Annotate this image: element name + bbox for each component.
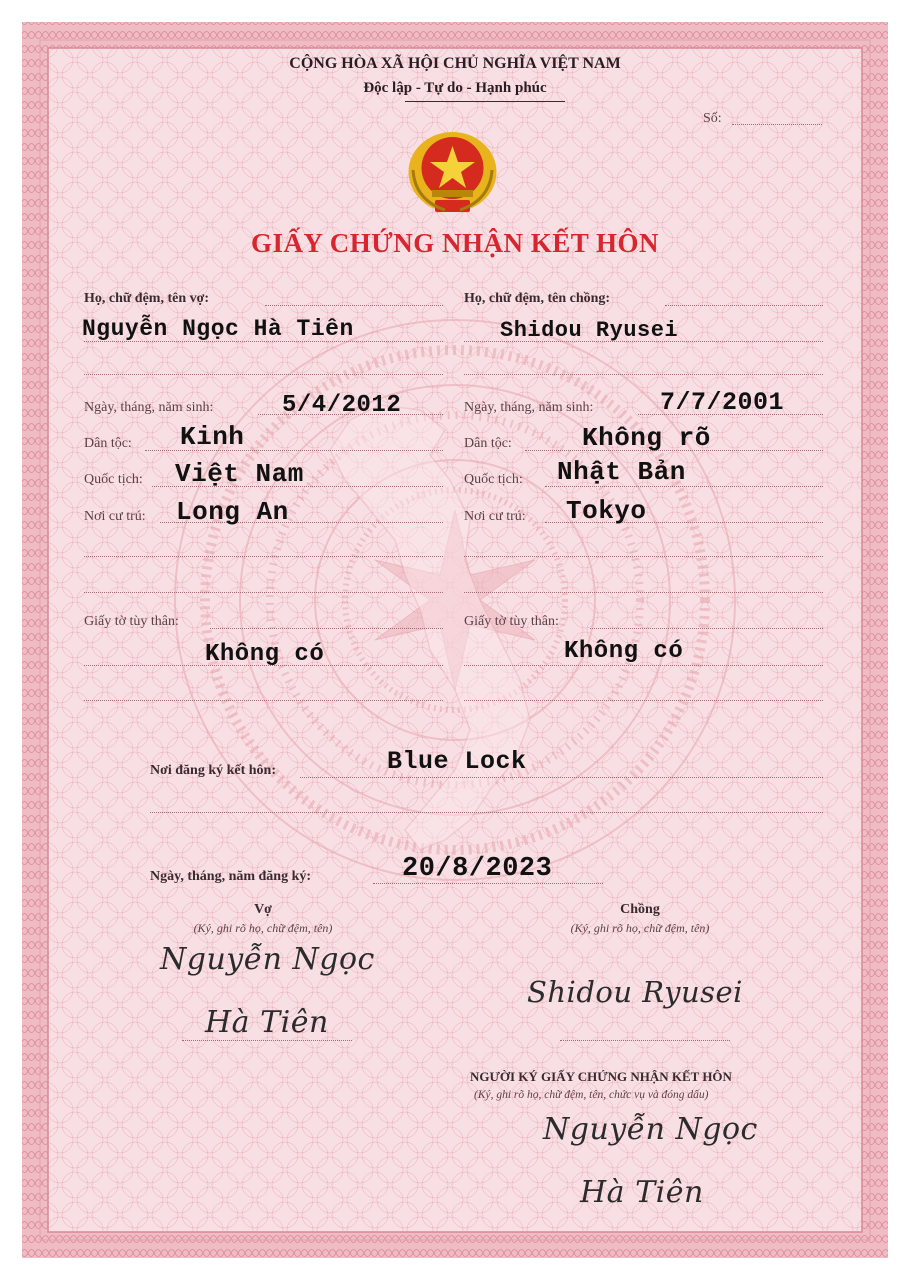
motto: Độc lập - Tự do - Hạnh phúc: [363, 80, 547, 96]
motto-underline: [405, 101, 565, 102]
husband-nationality-label: Quốc tịch:: [464, 472, 523, 487]
certificate-title: GIẤY CHỨNG NHẬN KẾT HÔN: [250, 228, 660, 258]
dots: [464, 556, 823, 557]
wife-nationality: Việt Nam: [175, 459, 304, 489]
dots: [464, 665, 823, 666]
registration-place-label: Nơi đăng ký kết hôn:: [150, 763, 277, 778]
wife-residence: Long An: [176, 497, 289, 527]
husband-nationality: Nhật Bản: [557, 457, 686, 487]
wife-name-label: Họ, chữ đệm, tên vợ:: [84, 291, 210, 306]
national-emblem-icon: [405, 130, 500, 218]
dots: [464, 700, 823, 701]
registration-place: Blue Lock: [387, 747, 527, 776]
dots: [84, 665, 443, 666]
wife-residence-label: Nơi cư trú:: [84, 509, 146, 524]
registration-date: 20/8/2023: [402, 854, 553, 884]
official-caption: (Ký, ghi rõ họ, chữ đệm, tên, chức vụ và đóng dấu): [474, 1089, 709, 1101]
husband-name-label: Họ, chữ đệm, tên chồng:: [464, 291, 611, 306]
husband-signature-title: Chồng: [620, 902, 660, 917]
dots: [665, 305, 823, 306]
dots: [464, 341, 823, 342]
dots: [560, 1040, 730, 1041]
wife-dob: 5/4/2012: [282, 392, 402, 419]
husband-id-label: Giấy tờ tùy thân:: [464, 614, 559, 629]
wife-nationality-label: Quốc tịch:: [84, 472, 143, 487]
dots: [265, 305, 443, 306]
so-dots: [732, 124, 822, 125]
dots: [84, 592, 443, 593]
dots: [84, 341, 443, 342]
husband-dob-label: Ngày, tháng, năm sinh:: [464, 400, 594, 415]
husband-signature-caption: (Ký, ghi rõ họ, chữ đệm, tên): [570, 921, 710, 935]
wife-name: Nguyễn Ngọc Hà Tiên: [82, 316, 354, 342]
husband-name: Shidou Ryusei: [500, 318, 679, 343]
husband-residence-label: Nơi cư trú:: [464, 509, 526, 524]
official-title: NGƯỜI KÝ GIẤY CHỨNG NHẬN KẾT HÔN: [470, 1069, 732, 1084]
country-heading: CỘNG HÒA XÃ HỘI CHỦ NGHĨA VIỆT NAM: [289, 55, 621, 72]
husband-signature: Shidou Ryusei: [527, 975, 743, 1009]
wife-ethnic-label: Dân tộc:: [84, 436, 132, 451]
wife-ethnic: Kinh: [180, 422, 245, 452]
dots: [182, 1040, 352, 1041]
registration-date-label: Ngày, tháng, năm đăng ký:: [150, 869, 312, 884]
wife-signature-line2: Hà Tiên: [205, 1005, 329, 1040]
husband-dob: 7/7/2001: [660, 388, 785, 417]
husband-ethnic-label: Dân tộc:: [464, 436, 512, 451]
dots: [210, 628, 443, 629]
dots: [84, 556, 443, 557]
dots: [590, 628, 823, 629]
dots: [464, 592, 823, 593]
wife-id: Không có: [205, 641, 325, 668]
wife-signature-line1: Nguyễn Ngọc: [160, 942, 375, 977]
wife-id-label: Giấy tờ tùy thân:: [84, 614, 179, 629]
husband-residence: Tokyo: [566, 496, 647, 526]
wife-signature-title: Vợ: [254, 902, 272, 917]
wife-dob-label: Ngày, tháng, năm sinh:: [84, 400, 214, 415]
husband-ethnic: Không rõ: [582, 423, 711, 453]
husband-id: Không có: [564, 638, 684, 665]
dots: [84, 374, 443, 375]
official-signature-line2: Hà Tiên: [580, 1175, 704, 1210]
official-signature-line1: Nguyễn Ngọc: [543, 1112, 758, 1147]
dots: [464, 374, 823, 375]
dots: [84, 700, 443, 701]
dots: [150, 812, 823, 813]
so-label: Số:: [703, 111, 722, 126]
wife-signature-caption: (Ký, ghi rõ họ, chữ đệm, tên): [193, 921, 333, 935]
dots: [300, 777, 823, 778]
